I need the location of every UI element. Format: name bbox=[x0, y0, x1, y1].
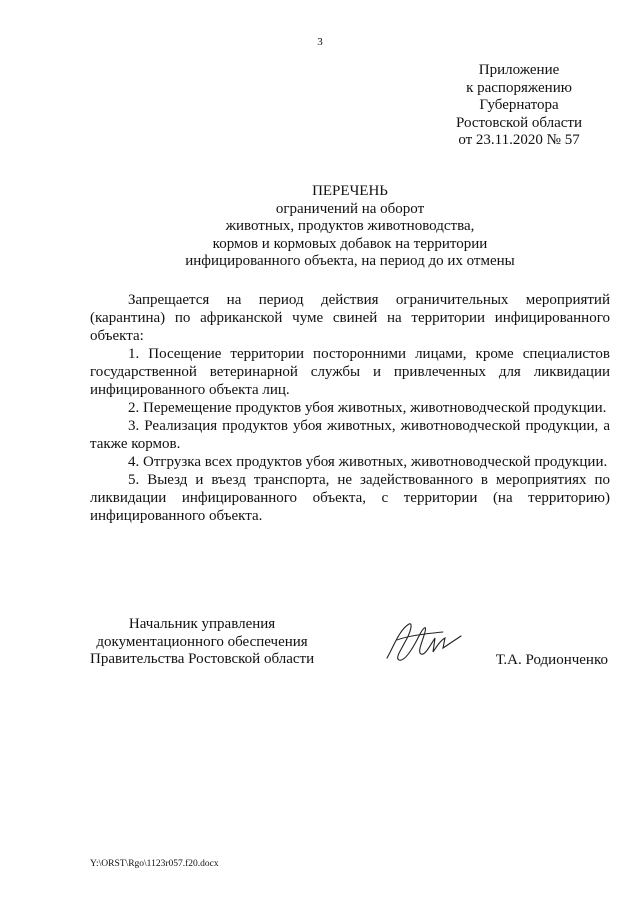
signatory-position bbox=[90, 616, 314, 669]
list-item: 3. Реализация продуктов убоя животных, животноводческой продукции, а также кормов. bbox=[90, 418, 610, 452]
signature-block bbox=[90, 616, 610, 676]
appendix-date-line: от 23.11.2020 № 57 bbox=[458, 132, 580, 148]
position-line: документационного обеспечения bbox=[96, 633, 308, 650]
document-title bbox=[90, 183, 610, 271]
appendix-header bbox=[456, 62, 582, 150]
intro-paragraph: Запрещается на период действия ограничительных мероприятий (карантина) по африканской чуме свиней на территории инфицированного объекта: bbox=[90, 292, 610, 344]
list-item: 1. Посещение территории посторонними лицами, кроме специалистов государственной ветеринарной службы и привлеченных для ликвидации инфицированного объекта лиц. bbox=[90, 346, 610, 398]
title-heading: ПЕРЕЧЕНЬ bbox=[312, 183, 388, 199]
title-line: кормов и кормовых добавок на территории bbox=[212, 235, 488, 252]
document-body bbox=[90, 291, 610, 525]
list-item: 4. Отгрузка всех продуктов убоя животных, животноводческой продукции. bbox=[128, 454, 608, 470]
list-item: 2. Перемещение продуктов убоя животных, животноводческой продукции. bbox=[128, 400, 607, 416]
title-line: животных, продуктов животноводства, bbox=[225, 218, 475, 234]
appendix-line: к распоряжению bbox=[466, 79, 572, 96]
appendix-line: Губернатора bbox=[479, 97, 559, 113]
appendix-line: Ростовской области bbox=[456, 114, 582, 131]
position-line: Начальник управления bbox=[128, 616, 276, 632]
list-item: 5. Выезд и въезд транспорта, не задействованного в мероприятиях по ликвидации инфицированного объекта, с территории (на территорию) инфицированного объекта. bbox=[90, 472, 610, 524]
title-line: инфицированного объекта, на период до их отмены bbox=[185, 253, 515, 269]
position-line: Правительства Ростовской области bbox=[90, 651, 315, 667]
title-line: ограничений на оборот bbox=[275, 200, 425, 217]
page-number: 3 bbox=[317, 36, 323, 48]
signatory-name: Т.А. Родионченко bbox=[495, 652, 608, 668]
handwritten-signature bbox=[383, 618, 463, 668]
appendix-line: Приложение bbox=[478, 62, 560, 78]
footer-file-path: Y:\ORST\Rgo\1123r057.f20.docx bbox=[90, 859, 219, 869]
